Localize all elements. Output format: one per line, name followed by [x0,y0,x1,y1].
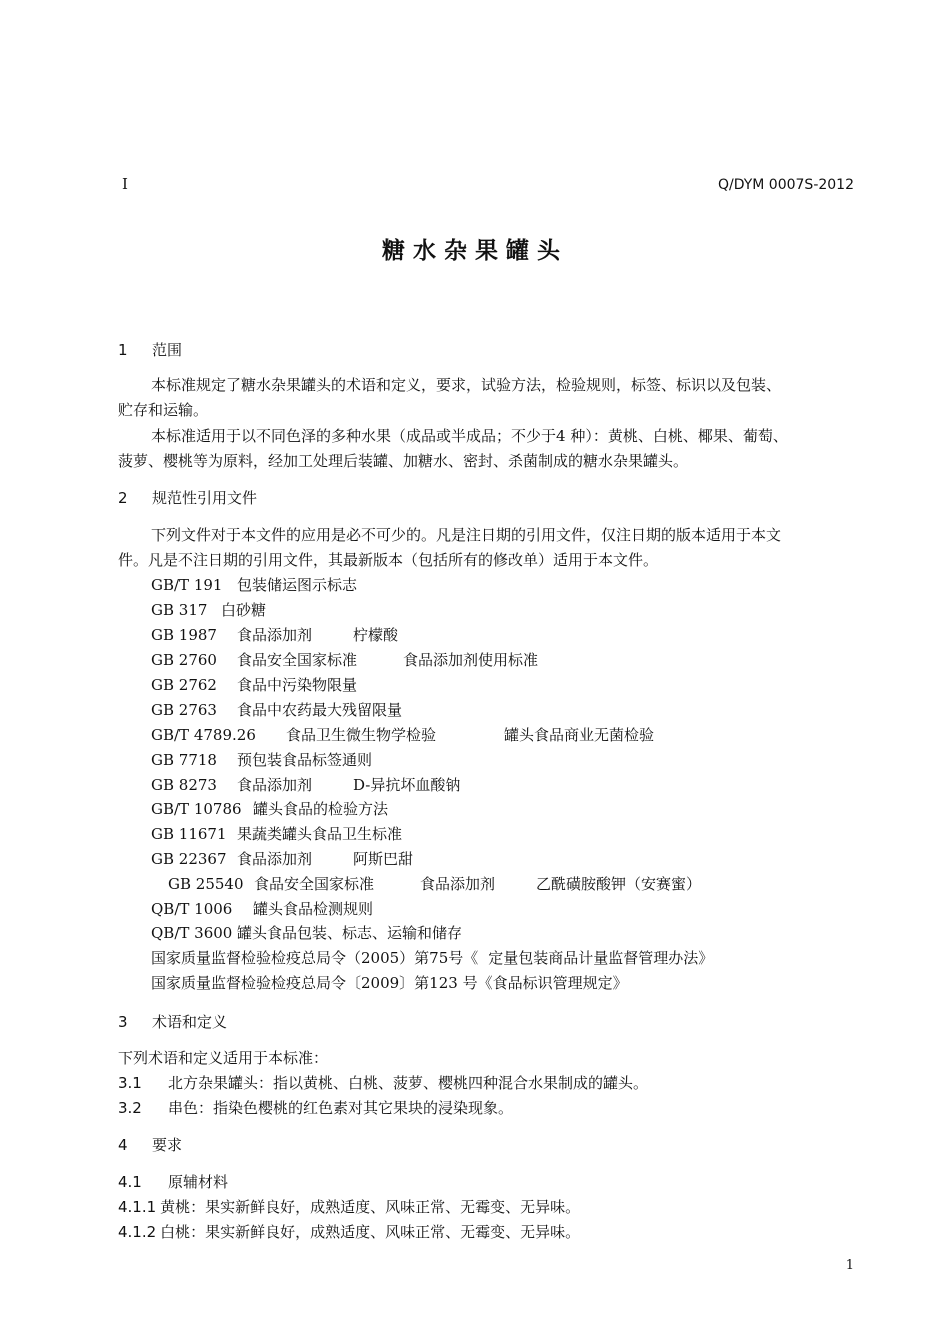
reference-code: GB 7718 [151,751,217,769]
reference-code: GB/T 191 [151,576,223,594]
decree-text: 定量包装商品计量监督管理办法》 [488,949,714,967]
reference-item [151,823,402,844]
reference-title: 罐头食品的检验方法 [253,800,389,818]
reference-item [151,649,538,670]
reference-code: GB/T 10786 [151,800,242,818]
section-3-heading [118,1011,227,1032]
section-title: 术语和定义 [152,1013,228,1031]
section-title: 范围 [152,341,183,359]
reference-title: 食品添加剂 [420,875,496,893]
definition-item [118,1072,648,1093]
reference-item [151,749,372,770]
reference-item [151,922,462,943]
reference-item [151,774,460,795]
reference-title: 食品中污染物限量 [237,676,358,694]
requirement-item [118,1196,580,1217]
item-number: 4.1.2 [118,1223,157,1241]
section-number: 2 [118,489,128,507]
reference-title: 罐头食品检测规则 [253,900,374,918]
reference-item [151,599,266,620]
reference-code: GB 22367 [151,850,227,868]
reference-code: GB 2762 [151,676,217,694]
item-text: 北方杂果罐头：指以黄桃、白桃、菠萝、樱桃四种混合水果制成的罐头。 [168,1074,649,1092]
reference-title: 食品添加剂 [237,850,313,868]
page-title: 糖水杂果罐头 [382,238,568,264]
reference-item [151,674,357,695]
paragraph-line: 贮存和运输。 [118,401,209,419]
reference-title: 预包装食品标签通则 [237,751,373,769]
definitions-intro: 下列术语和定义适用于本标准： [118,1049,329,1067]
reference-code: GB 1987 [151,626,217,644]
decree-text: 国家质量监督检验检疫总局令（2005）第75号《 [151,949,479,967]
section-number: 1 [118,341,128,359]
definition-item [118,1097,513,1118]
reference-title: 食品添加剂使用标准 [403,651,539,669]
reference-item [151,574,357,595]
section-2-heading [118,487,257,508]
reference-item [151,898,373,919]
reference-code: GB 2763 [151,701,217,719]
reference-title: 乙酰磺胺酸钾（安赛蜜） [536,875,702,893]
reference-item [151,624,398,645]
reference-item [151,699,402,720]
reference-code: GB 8273 [151,776,217,794]
item-number: 3.2 [118,1099,142,1117]
item-number: 4.1.1 [118,1198,157,1216]
item-text: 黄桃：果实新鲜良好，成熟适度、风味正常、无霉变、无异味。 [160,1198,581,1216]
section-number: 4 [118,1136,128,1154]
section-1-heading [118,339,182,360]
reference-title: 柠檬酸 [353,626,399,644]
reference-code: GB 25540 [168,875,244,893]
item-text: 串色：指染色樱桃的红色素对其它果块的浸染现象。 [168,1099,514,1117]
paragraph-line: 本标准规定了糖水杂果罐头的术语和定义，要求，试验方法，检验规则，标签、标识以及包装、 [151,376,782,394]
reference-code: GB 317 [151,601,208,619]
reference-title: 食品添加剂 [237,626,313,644]
section-title: 要求 [152,1136,183,1154]
page-number: 1 [845,1258,854,1273]
reference-title: 罐头食品商业无菌检验 [504,726,655,744]
reference-title: 罐头食品包装、标志、运输和储存 [237,924,463,942]
paragraph-line: 件。凡是不注日期的引用文件，其最新版本（包括所有的修改单）适用于本文件。 [118,551,659,569]
reference-title: 包装储运图示标志 [237,576,358,594]
item-number: 4.1 [118,1173,142,1191]
reference-code: GB 11671 [151,825,227,843]
reference-item [151,848,413,869]
reference-item [151,798,388,819]
item-text: 白桃：果实新鲜良好，成熟适度、风味正常、无霉变、无异味。 [160,1223,581,1241]
document-number: Q/DYM 0007S-2012 [717,177,854,193]
reference-title: 白砂糖 [221,601,267,619]
reference-title: 果蔬类罐头食品卫生标准 [237,825,403,843]
decree-reference [151,947,713,968]
decree-reference: 国家质量监督检验检疫总局令〔2009〕第123 号《食品标识管理规定》 [151,974,628,992]
section-number: 3 [118,1013,128,1031]
reference-code: QB/T 3600 [151,924,233,942]
paragraph-line: 本标准适用于以不同色泽的多种水果（成品或半成品；不少于4 种）：黄桃、白桃、椰果、葡萄、 [151,427,788,445]
section-4-heading [118,1134,182,1155]
subsection-heading [118,1171,228,1192]
roman-mark: I [122,175,128,193]
reference-title: 食品安全国家标准 [254,875,375,893]
reference-title: 食品添加剂 [237,776,313,794]
paragraph-line: 下列文件对于本文件的应用是必不可少的。凡是注日期的引用文件，仅注日期的版本适用于本文 [151,526,782,544]
item-text: 原辅材料 [168,1173,229,1191]
reference-title: 食品卫生微生物学检验 [286,726,437,744]
reference-code: GB/T 4789.26 [151,726,256,744]
reference-code: GB 2760 [151,651,217,669]
reference-item [151,724,654,745]
reference-title: 食品中农药最大残留限量 [237,701,403,719]
section-title: 规范性引用文件 [152,489,258,507]
requirement-item [118,1221,580,1242]
reference-code: QB/T 1006 [151,900,233,918]
reference-title: 阿斯巴甜 [353,850,414,868]
paragraph-line: 菠萝、樱桃等为原料，经加工处理后装罐、加糖水、密封、杀菌制成的糖水杂果罐头。 [118,452,689,470]
reference-title: 食品安全国家标准 [237,651,358,669]
item-number: 3.1 [118,1074,142,1092]
reference-title: D-异抗坏血酸钠 [353,776,461,794]
reference-item [168,873,701,894]
